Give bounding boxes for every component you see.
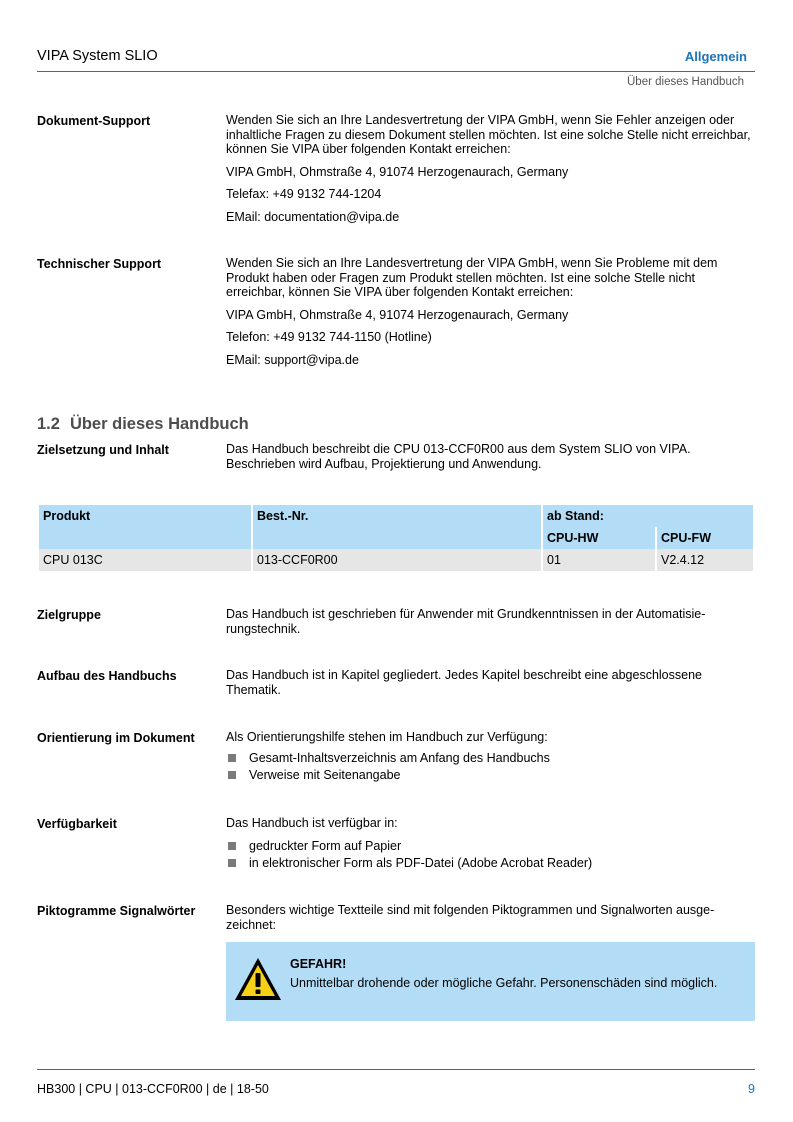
table-header-cpu-fw: CPU-FW xyxy=(657,527,753,549)
audience-label: Zielgruppe xyxy=(37,608,101,622)
page-number: 9 xyxy=(748,1082,755,1096)
header-chapter: Allgemein xyxy=(684,49,747,64)
pictograms-text: Besonders wichtige Textteile sind mit folgenden Piktogrammen und Signalworten ausge-zeichnet: xyxy=(226,903,715,932)
doc-support-address: VIPA GmbH, Ohmstraße 4, 91074 Herzogenaurach, Germany xyxy=(226,164,569,179)
danger-text: Unmittelbar drohende oder mögliche Gefahr. Personenschäden sind möglich. xyxy=(290,976,718,990)
orientation-list xyxy=(226,751,756,783)
table-cell-cpu-hw: 01 xyxy=(543,549,655,571)
orientation-body xyxy=(226,730,756,786)
availability-text: Das Handbuch ist verfügbar in: xyxy=(226,816,398,830)
danger-title: GEFAHR! xyxy=(290,957,347,971)
goal-text: Das Handbuch beschreibt die CPU 013-CCF0R00 aus dem System SLIO von VIPA. Beschrieben wird Aufbau, Projektierung und Anwendung. xyxy=(226,442,691,471)
table-cell-order-no: 013-CCF0R00 xyxy=(253,549,541,571)
section-heading xyxy=(37,415,249,434)
tech-support-label: Technischer Support xyxy=(37,257,162,271)
list-item: gedruckter Form auf Papier xyxy=(226,839,756,854)
availability-label: Verfügbarkeit xyxy=(37,817,117,831)
table-cell-product: CPU 013C xyxy=(39,549,251,571)
doc-support-fax: Telefax: +49 9132 744-1204 xyxy=(226,187,382,201)
header-subtitle: Über dieses Handbuch xyxy=(627,76,744,88)
tech-support-text: Wenden Sie sich an Ihre Landesvertretung der VIPA GmbH, wenn Sie Probleme mit dem Produkt haben oder Fragen zum Produkt stellen möchten. Ist eine solche Stelle nicht erreichbar, können Sie VIPA über folgenden Kontakt erreichen: xyxy=(226,256,718,299)
table-header-product: Produkt xyxy=(39,505,251,549)
orientation-text: Als Orientierungshilfe stehen im Handbuch zur Verfügung: xyxy=(226,730,548,744)
header-title: VIPA System SLIO xyxy=(37,48,158,64)
footer-divider xyxy=(37,1069,755,1070)
list-item: Verweise mit Seitenangabe xyxy=(226,768,756,783)
table-header-order-no: Best.-Nr. xyxy=(253,505,541,549)
structure-text: Das Handbuch ist in Kapitel gegliedert. Jedes Kapitel beschreibt eine abgeschlossene Thematik. xyxy=(226,668,702,697)
doc-support-label: Dokument-Support xyxy=(37,114,151,128)
product-table xyxy=(37,505,755,571)
list-item: Gesamt-Inhaltsverzeichnis am Anfang des Handbuchs xyxy=(226,751,756,766)
tech-support-body xyxy=(226,256,756,375)
tech-support-phone: Telefon: +49 9132 744-1150 (Hotline) xyxy=(226,330,432,344)
doc-support-body xyxy=(226,113,756,232)
structure-label: Aufbau des Handbuchs xyxy=(37,669,177,683)
bullet-square-icon xyxy=(228,842,236,850)
warning-triangle-icon xyxy=(233,956,283,1002)
availability-body xyxy=(226,816,756,874)
header-divider xyxy=(37,71,755,72)
audience-text: Das Handbuch ist geschrieben für Anwender mit Grundkenntnissen in der Automatisie-rungstechnik. xyxy=(226,607,706,636)
table-cell-cpu-fw: V2.4.12 xyxy=(657,549,753,571)
doc-support-email: EMail: documentation@vipa.de xyxy=(226,209,400,224)
tech-support-email: EMail: support@vipa.de xyxy=(226,352,359,367)
table-row xyxy=(39,549,753,571)
table-header-cpu-hw: CPU-HW xyxy=(543,527,655,549)
doc-support-text: Wenden Sie sich an Ihre Landesvertretung der VIPA GmbH, wenn Sie Fehler anzeigen oder inhaltliche Fragen zu diesem Dokument stellen möchten. Ist eine solche Stelle nicht erreichbar, können Sie VIPA über folgenden Kontakt erreichen: xyxy=(226,113,751,156)
section-number: 1.2 xyxy=(37,415,60,433)
orientation-label: Orientierung im Dokument xyxy=(37,731,195,745)
footer-doc-id: HB300 | CPU | 013-CCF0R00 | de | 18-50 xyxy=(37,1082,269,1096)
tech-support-address: VIPA GmbH, Ohmstraße 4, 91074 Herzogenaurach, Germany xyxy=(226,307,569,322)
goal-label: Zielsetzung und Inhalt xyxy=(37,443,169,457)
section-title: Über dieses Handbuch xyxy=(69,415,249,433)
pictograms-label: Piktogramme Signalwörter xyxy=(37,904,196,918)
list-item: in elektronischer Form als PDF-Datei (Adobe Acrobat Reader) xyxy=(226,856,756,871)
bullet-square-icon xyxy=(228,859,236,867)
bullet-square-icon xyxy=(228,771,236,779)
table-header-version: ab Stand: xyxy=(543,505,753,527)
availability-list xyxy=(226,839,756,871)
bullet-square-icon xyxy=(228,754,236,762)
